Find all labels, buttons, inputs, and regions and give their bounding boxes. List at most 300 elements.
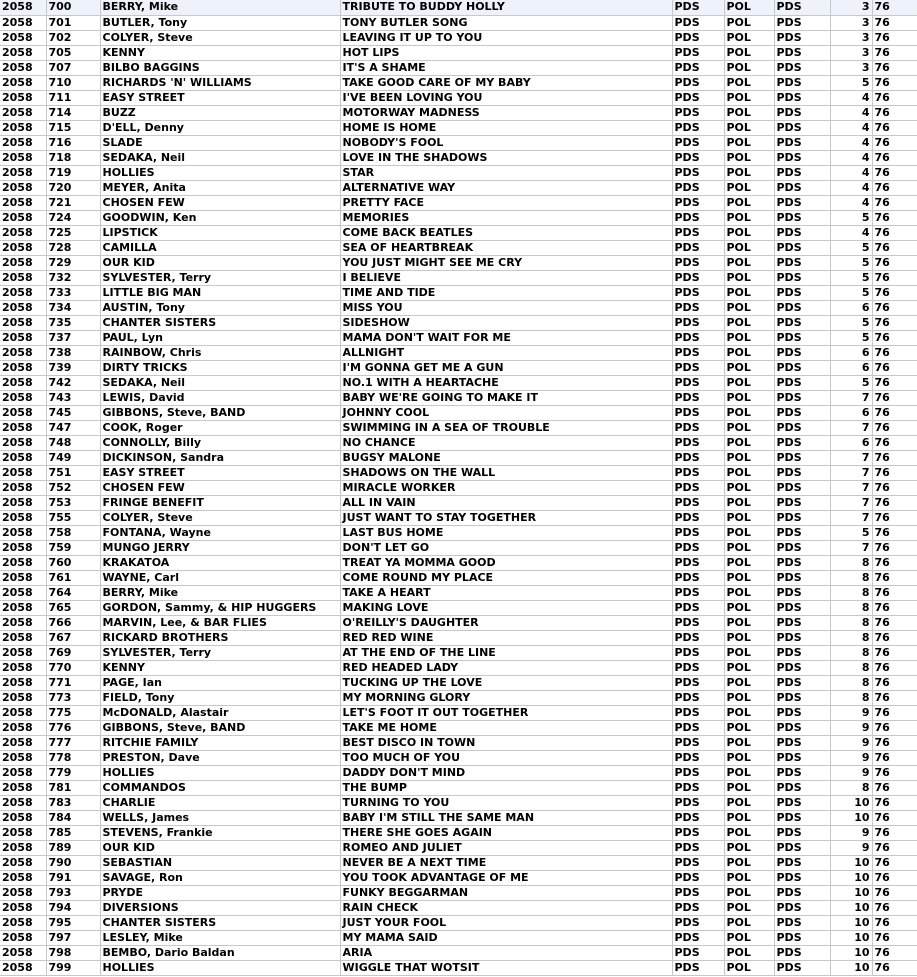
publisher-cell[interactable]: PDS (672, 375, 724, 390)
table-row[interactable] (0, 495, 917, 510)
label-cell[interactable]: POL (724, 165, 774, 180)
prefix-cell[interactable]: 2058 (0, 285, 46, 300)
prefix-cell[interactable]: 2058 (0, 780, 46, 795)
publisher-cell[interactable]: PDS (672, 45, 724, 60)
publisher-cell[interactable]: PDS (672, 750, 724, 765)
prefix-cell[interactable]: 2058 (0, 255, 46, 270)
publisher-cell[interactable]: PDS (672, 225, 724, 240)
artist-cell[interactable]: BEMBO, Dario Baldan (100, 945, 340, 960)
year-cell[interactable]: 76 (872, 870, 917, 885)
prefix-cell[interactable]: 2058 (0, 600, 46, 615)
label-cell[interactable]: POL (724, 330, 774, 345)
year-cell[interactable]: 76 (872, 135, 917, 150)
table-row[interactable] (0, 285, 917, 300)
publisher-cell[interactable]: PDS (672, 960, 724, 975)
label-cell[interactable]: POL (724, 765, 774, 780)
catalog-number-cell[interactable]: 781 (46, 780, 100, 795)
year-cell[interactable]: 76 (872, 330, 917, 345)
year-cell[interactable]: 76 (872, 600, 917, 615)
month-cell[interactable]: 8 (830, 690, 872, 705)
publisher-cell[interactable]: PDS (672, 915, 724, 930)
catalog-number-cell[interactable]: 743 (46, 390, 100, 405)
month-cell[interactable]: 10 (830, 870, 872, 885)
distributor-cell[interactable]: PDS (774, 810, 830, 825)
artist-cell[interactable]: KRAKATOA (100, 555, 340, 570)
catalog-number-cell[interactable]: 702 (46, 30, 100, 45)
label-cell[interactable]: POL (724, 210, 774, 225)
artist-cell[interactable]: GIBBONS, Steve, BAND (100, 720, 340, 735)
publisher-cell[interactable]: PDS (672, 735, 724, 750)
month-cell[interactable]: 3 (830, 60, 872, 75)
month-cell[interactable]: 4 (830, 90, 872, 105)
table-row[interactable] (0, 555, 917, 570)
table-row[interactable] (0, 90, 917, 105)
prefix-cell[interactable]: 2058 (0, 675, 46, 690)
year-cell[interactable]: 76 (872, 900, 917, 915)
publisher-cell[interactable]: PDS (672, 345, 724, 360)
table-row[interactable] (0, 315, 917, 330)
month-cell[interactable]: 5 (830, 315, 872, 330)
year-cell[interactable]: 76 (872, 30, 917, 45)
artist-cell[interactable]: COLYER, Steve (100, 510, 340, 525)
prefix-cell[interactable]: 2058 (0, 705, 46, 720)
artist-cell[interactable]: GOODWIN, Ken (100, 210, 340, 225)
year-cell[interactable]: 76 (872, 180, 917, 195)
table-row[interactable] (0, 915, 917, 930)
month-cell[interactable]: 7 (830, 510, 872, 525)
year-cell[interactable]: 76 (872, 915, 917, 930)
catalog-number-cell[interactable]: 733 (46, 285, 100, 300)
year-cell[interactable]: 76 (872, 840, 917, 855)
title-cell[interactable]: TURNING TO YOU (340, 795, 672, 810)
publisher-cell[interactable]: PDS (672, 105, 724, 120)
catalog-number-cell[interactable]: 797 (46, 930, 100, 945)
artist-cell[interactable]: RICHARDS 'N' WILLIAMS (100, 75, 340, 90)
table-row[interactable] (0, 570, 917, 585)
label-cell[interactable]: POL (724, 780, 774, 795)
month-cell[interactable]: 10 (830, 960, 872, 975)
prefix-cell[interactable]: 2058 (0, 15, 46, 30)
label-cell[interactable]: POL (724, 510, 774, 525)
catalog-number-cell[interactable]: 732 (46, 270, 100, 285)
table-row[interactable] (0, 150, 917, 165)
distributor-cell[interactable]: PDS (774, 690, 830, 705)
month-cell[interactable]: 7 (830, 390, 872, 405)
label-cell[interactable]: POL (724, 0, 774, 15)
title-cell[interactable]: BABY I'M STILL THE SAME MAN (340, 810, 672, 825)
label-cell[interactable]: POL (724, 450, 774, 465)
distributor-cell[interactable]: PDS (774, 945, 830, 960)
label-cell[interactable]: POL (724, 825, 774, 840)
distributor-cell[interactable]: PDS (774, 915, 830, 930)
catalog-number-cell[interactable]: 701 (46, 15, 100, 30)
year-cell[interactable]: 76 (872, 930, 917, 945)
publisher-cell[interactable]: PDS (672, 90, 724, 105)
month-cell[interactable]: 5 (830, 375, 872, 390)
publisher-cell[interactable]: PDS (672, 855, 724, 870)
catalog-number-cell[interactable]: 707 (46, 60, 100, 75)
catalog-number-cell[interactable]: 759 (46, 540, 100, 555)
prefix-cell[interactable]: 2058 (0, 300, 46, 315)
distributor-cell[interactable]: PDS (774, 375, 830, 390)
publisher-cell[interactable]: PDS (672, 390, 724, 405)
title-cell[interactable]: BUGSY MALONE (340, 450, 672, 465)
distributor-cell[interactable]: PDS (774, 405, 830, 420)
distributor-cell[interactable]: PDS (774, 60, 830, 75)
label-cell[interactable]: POL (724, 630, 774, 645)
catalog-number-cell[interactable]: 766 (46, 615, 100, 630)
artist-cell[interactable]: KENNY (100, 45, 340, 60)
publisher-cell[interactable]: PDS (672, 825, 724, 840)
month-cell[interactable]: 10 (830, 930, 872, 945)
artist-cell[interactable]: DIVERSIONS (100, 900, 340, 915)
distributor-cell[interactable]: PDS (774, 390, 830, 405)
month-cell[interactable]: 10 (830, 885, 872, 900)
catalog-number-cell[interactable]: 734 (46, 300, 100, 315)
distributor-cell[interactable]: PDS (774, 285, 830, 300)
prefix-cell[interactable]: 2058 (0, 735, 46, 750)
table-row[interactable] (0, 465, 917, 480)
distributor-cell[interactable]: PDS (774, 840, 830, 855)
year-cell[interactable]: 76 (872, 375, 917, 390)
publisher-cell[interactable]: PDS (672, 495, 724, 510)
title-cell[interactable]: NEVER BE A NEXT TIME (340, 855, 672, 870)
table-row[interactable] (0, 345, 917, 360)
distributor-cell[interactable]: PDS (774, 885, 830, 900)
publisher-cell[interactable]: PDS (672, 525, 724, 540)
label-cell[interactable]: POL (724, 930, 774, 945)
distributor-cell[interactable]: PDS (774, 75, 830, 90)
artist-cell[interactable]: BILBO BAGGINS (100, 60, 340, 75)
title-cell[interactable]: TAKE A HEART (340, 585, 672, 600)
catalog-number-cell[interactable]: 773 (46, 690, 100, 705)
year-cell[interactable]: 76 (872, 480, 917, 495)
distributor-cell[interactable]: PDS (774, 330, 830, 345)
year-cell[interactable]: 76 (872, 720, 917, 735)
publisher-cell[interactable]: PDS (672, 75, 724, 90)
prefix-cell[interactable]: 2058 (0, 60, 46, 75)
prefix-cell[interactable]: 2058 (0, 360, 46, 375)
title-cell[interactable]: FUNKY BEGGARMAN (340, 885, 672, 900)
publisher-cell[interactable]: PDS (672, 255, 724, 270)
label-cell[interactable]: POL (724, 30, 774, 45)
month-cell[interactable]: 4 (830, 180, 872, 195)
catalog-number-cell[interactable]: 739 (46, 360, 100, 375)
month-cell[interactable]: 5 (830, 240, 872, 255)
prefix-cell[interactable]: 2058 (0, 855, 46, 870)
month-cell[interactable]: 3 (830, 15, 872, 30)
month-cell[interactable]: 8 (830, 630, 872, 645)
title-cell[interactable]: ALLNIGHT (340, 345, 672, 360)
label-cell[interactable]: POL (724, 285, 774, 300)
artist-cell[interactable]: LESLEY, Mike (100, 930, 340, 945)
catalog-number-cell[interactable]: 765 (46, 600, 100, 615)
artist-cell[interactable]: PRYDE (100, 885, 340, 900)
catalog-number-cell[interactable]: 764 (46, 585, 100, 600)
distributor-cell[interactable]: PDS (774, 825, 830, 840)
table-row[interactable] (0, 135, 917, 150)
catalog-number-cell[interactable]: 761 (46, 570, 100, 585)
table-row[interactable] (0, 435, 917, 450)
year-cell[interactable]: 76 (872, 885, 917, 900)
title-cell[interactable]: MAKING LOVE (340, 600, 672, 615)
distributor-cell[interactable]: PDS (774, 165, 830, 180)
label-cell[interactable]: POL (724, 585, 774, 600)
distributor-cell[interactable]: PDS (774, 510, 830, 525)
publisher-cell[interactable]: PDS (672, 510, 724, 525)
label-cell[interactable]: POL (724, 150, 774, 165)
artist-cell[interactable]: PAUL, Lyn (100, 330, 340, 345)
prefix-cell[interactable]: 2058 (0, 225, 46, 240)
table-row[interactable] (0, 720, 917, 735)
artist-cell[interactable]: SEDAKA, Neil (100, 150, 340, 165)
table-row[interactable] (0, 255, 917, 270)
catalog-number-cell[interactable]: 749 (46, 450, 100, 465)
title-cell[interactable]: I'VE BEEN LOVING YOU (340, 90, 672, 105)
year-cell[interactable]: 76 (872, 645, 917, 660)
month-cell[interactable]: 7 (830, 495, 872, 510)
artist-cell[interactable]: RITCHIE FAMILY (100, 735, 340, 750)
catalog-number-cell[interactable]: 700 (46, 0, 100, 15)
artist-cell[interactable]: CHANTER SISTERS (100, 915, 340, 930)
publisher-cell[interactable]: PDS (672, 465, 724, 480)
prefix-cell[interactable]: 2058 (0, 390, 46, 405)
artist-cell[interactable]: CHANTER SISTERS (100, 315, 340, 330)
table-row[interactable] (0, 330, 917, 345)
prefix-cell[interactable]: 2058 (0, 495, 46, 510)
prefix-cell[interactable]: 2058 (0, 885, 46, 900)
table-row[interactable] (0, 585, 917, 600)
catalog-number-cell[interactable]: 798 (46, 945, 100, 960)
distributor-cell[interactable]: PDS (774, 570, 830, 585)
month-cell[interactable]: 8 (830, 675, 872, 690)
publisher-cell[interactable]: PDS (672, 330, 724, 345)
artist-cell[interactable]: COMMANDOS (100, 780, 340, 795)
month-cell[interactable]: 5 (830, 255, 872, 270)
artist-cell[interactable]: DICKINSON, Sandra (100, 450, 340, 465)
month-cell[interactable]: 10 (830, 900, 872, 915)
publisher-cell[interactable]: PDS (672, 435, 724, 450)
prefix-cell[interactable]: 2058 (0, 315, 46, 330)
title-cell[interactable]: IT'S A SHAME (340, 60, 672, 75)
catalog-number-cell[interactable]: 721 (46, 195, 100, 210)
publisher-cell[interactable]: PDS (672, 165, 724, 180)
table-row[interactable] (0, 930, 917, 945)
label-cell[interactable]: POL (724, 90, 774, 105)
artist-cell[interactable]: LITTLE BIG MAN (100, 285, 340, 300)
artist-cell[interactable]: LEWIS, David (100, 390, 340, 405)
catalog-number-cell[interactable]: 794 (46, 900, 100, 915)
artist-cell[interactable]: STEVENS, Frankie (100, 825, 340, 840)
prefix-cell[interactable]: 2058 (0, 840, 46, 855)
artist-cell[interactable]: GIBBONS, Steve, BAND (100, 405, 340, 420)
month-cell[interactable]: 10 (830, 915, 872, 930)
table-row[interactable] (0, 165, 917, 180)
publisher-cell[interactable]: PDS (672, 600, 724, 615)
title-cell[interactable]: DON'T LET GO (340, 540, 672, 555)
table-row[interactable] (0, 825, 917, 840)
distributor-cell[interactable]: PDS (774, 450, 830, 465)
prefix-cell[interactable]: 2058 (0, 795, 46, 810)
year-cell[interactable]: 76 (872, 705, 917, 720)
month-cell[interactable]: 5 (830, 285, 872, 300)
prefix-cell[interactable]: 2058 (0, 0, 46, 15)
artist-cell[interactable]: EASY STREET (100, 90, 340, 105)
title-cell[interactable]: COME BACK BEATLES (340, 225, 672, 240)
artist-cell[interactable]: FONTANA, Wayne (100, 525, 340, 540)
prefix-cell[interactable]: 2058 (0, 420, 46, 435)
label-cell[interactable]: POL (724, 300, 774, 315)
artist-cell[interactable]: SEBASTIAN (100, 855, 340, 870)
year-cell[interactable]: 76 (872, 75, 917, 90)
distributor-cell[interactable]: PDS (774, 15, 830, 30)
artist-cell[interactable]: EASY STREET (100, 465, 340, 480)
table-row[interactable] (0, 600, 917, 615)
label-cell[interactable]: POL (724, 645, 774, 660)
table-row[interactable] (0, 615, 917, 630)
artist-cell[interactable]: WELLS, James (100, 810, 340, 825)
prefix-cell[interactable]: 2058 (0, 540, 46, 555)
table-row[interactable] (0, 420, 917, 435)
distributor-cell[interactable]: PDS (774, 480, 830, 495)
table-row[interactable] (0, 810, 917, 825)
table-row[interactable] (0, 510, 917, 525)
publisher-cell[interactable]: PDS (672, 540, 724, 555)
catalog-number-cell[interactable]: 778 (46, 750, 100, 765)
title-cell[interactable]: NOBODY'S FOOL (340, 135, 672, 150)
catalog-number-cell[interactable]: 758 (46, 525, 100, 540)
publisher-cell[interactable]: PDS (672, 570, 724, 585)
month-cell[interactable]: 9 (830, 705, 872, 720)
title-cell[interactable]: LAST BUS HOME (340, 525, 672, 540)
month-cell[interactable]: 7 (830, 480, 872, 495)
title-cell[interactable]: I'M GONNA GET ME A GUN (340, 360, 672, 375)
distributor-cell[interactable]: PDS (774, 675, 830, 690)
prefix-cell[interactable]: 2058 (0, 945, 46, 960)
distributor-cell[interactable]: PDS (774, 255, 830, 270)
label-cell[interactable]: POL (724, 720, 774, 735)
table-row[interactable] (0, 675, 917, 690)
artist-cell[interactable]: CHOSEN FEW (100, 195, 340, 210)
month-cell[interactable]: 6 (830, 345, 872, 360)
month-cell[interactable]: 7 (830, 540, 872, 555)
label-cell[interactable]: POL (724, 795, 774, 810)
prefix-cell[interactable]: 2058 (0, 480, 46, 495)
title-cell[interactable]: RAIN CHECK (340, 900, 672, 915)
publisher-cell[interactable]: PDS (672, 180, 724, 195)
catalog-number-cell[interactable]: 752 (46, 480, 100, 495)
label-cell[interactable]: POL (724, 735, 774, 750)
month-cell[interactable]: 4 (830, 135, 872, 150)
table-row[interactable] (0, 780, 917, 795)
publisher-cell[interactable]: PDS (672, 660, 724, 675)
label-cell[interactable]: POL (724, 75, 774, 90)
prefix-cell[interactable]: 2058 (0, 450, 46, 465)
table-row[interactable] (0, 30, 917, 45)
month-cell[interactable]: 5 (830, 330, 872, 345)
publisher-cell[interactable]: PDS (672, 585, 724, 600)
prefix-cell[interactable]: 2058 (0, 375, 46, 390)
year-cell[interactable]: 76 (872, 660, 917, 675)
distributor-cell[interactable]: PDS (774, 735, 830, 750)
title-cell[interactable]: YOU JUST MIGHT SEE ME CRY (340, 255, 672, 270)
artist-cell[interactable]: CHARLIE (100, 795, 340, 810)
label-cell[interactable]: POL (724, 480, 774, 495)
prefix-cell[interactable]: 2058 (0, 240, 46, 255)
catalog-number-cell[interactable]: 738 (46, 345, 100, 360)
title-cell[interactable]: HOME IS HOME (340, 120, 672, 135)
distributor-cell[interactable]: PDS (774, 150, 830, 165)
distributor-cell[interactable]: PDS (774, 195, 830, 210)
year-cell[interactable]: 76 (872, 450, 917, 465)
title-cell[interactable]: MISS YOU (340, 300, 672, 315)
catalog-number-cell[interactable]: 711 (46, 90, 100, 105)
title-cell[interactable]: TREAT YA MOMMA GOOD (340, 555, 672, 570)
prefix-cell[interactable]: 2058 (0, 900, 46, 915)
publisher-cell[interactable]: PDS (672, 885, 724, 900)
catalog-number-cell[interactable]: 751 (46, 465, 100, 480)
label-cell[interactable]: POL (724, 270, 774, 285)
title-cell[interactable]: TOO MUCH OF YOU (340, 750, 672, 765)
catalog-number-cell[interactable]: 790 (46, 855, 100, 870)
table-row[interactable] (0, 45, 917, 60)
distributor-cell[interactable]: PDS (774, 705, 830, 720)
artist-cell[interactable]: McDONALD, Alastair (100, 705, 340, 720)
distributor-cell[interactable]: PDS (774, 960, 830, 975)
distributor-cell[interactable]: PDS (774, 315, 830, 330)
month-cell[interactable]: 3 (830, 45, 872, 60)
catalog-number-cell[interactable]: 737 (46, 330, 100, 345)
artist-cell[interactable]: DIRTY TRICKS (100, 360, 340, 375)
table-row[interactable] (0, 765, 917, 780)
title-cell[interactable]: JOHNNY COOL (340, 405, 672, 420)
artist-cell[interactable]: SYLVESTER, Terry (100, 645, 340, 660)
title-cell[interactable]: ALL IN VAIN (340, 495, 672, 510)
prefix-cell[interactable]: 2058 (0, 765, 46, 780)
year-cell[interactable]: 76 (872, 60, 917, 75)
catalog-number-cell[interactable]: 791 (46, 870, 100, 885)
month-cell[interactable]: 8 (830, 615, 872, 630)
month-cell[interactable]: 8 (830, 660, 872, 675)
publisher-cell[interactable]: PDS (672, 840, 724, 855)
month-cell[interactable]: 4 (830, 165, 872, 180)
month-cell[interactable]: 6 (830, 405, 872, 420)
title-cell[interactable]: AT THE END OF THE LINE (340, 645, 672, 660)
artist-cell[interactable]: SYLVESTER, Terry (100, 270, 340, 285)
table-row[interactable] (0, 945, 917, 960)
label-cell[interactable]: POL (724, 705, 774, 720)
title-cell[interactable]: STAR (340, 165, 672, 180)
title-cell[interactable]: MY MAMA SAID (340, 930, 672, 945)
distributor-cell[interactable]: PDS (774, 750, 830, 765)
year-cell[interactable]: 76 (872, 15, 917, 30)
distributor-cell[interactable]: PDS (774, 855, 830, 870)
title-cell[interactable]: ALTERNATIVE WAY (340, 180, 672, 195)
publisher-cell[interactable]: PDS (672, 300, 724, 315)
artist-cell[interactable]: KENNY (100, 660, 340, 675)
distributor-cell[interactable]: PDS (774, 540, 830, 555)
table-row[interactable] (0, 180, 917, 195)
publisher-cell[interactable]: PDS (672, 420, 724, 435)
publisher-cell[interactable]: PDS (672, 720, 724, 735)
year-cell[interactable]: 76 (872, 525, 917, 540)
year-cell[interactable]: 76 (872, 615, 917, 630)
table-row[interactable] (0, 870, 917, 885)
catalog-number-cell[interactable]: 771 (46, 675, 100, 690)
artist-cell[interactable]: BERRY, Mike (100, 0, 340, 15)
catalog-number-cell[interactable]: 783 (46, 795, 100, 810)
title-cell[interactable]: RED HEADED LADY (340, 660, 672, 675)
